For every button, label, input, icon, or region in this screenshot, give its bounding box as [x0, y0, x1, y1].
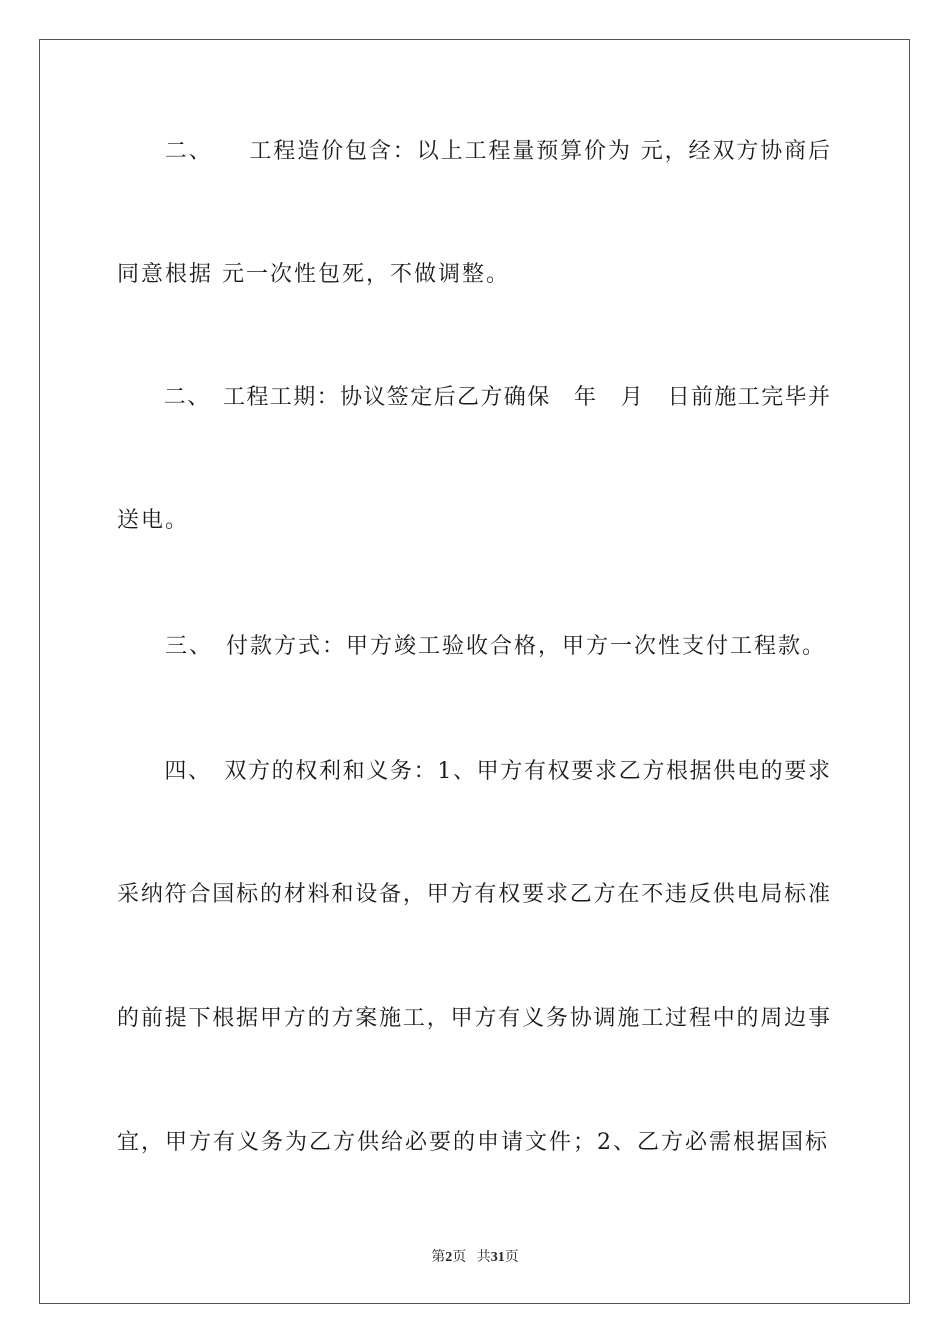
paragraph-4-line-3: 的前提下根据甲方的方案施工，甲方有义务协调施工过程中的周边事 [117, 1006, 832, 1031]
page-footer [0, 1246, 950, 1266]
paragraph-4-line-1: 四、 双方的权利和义务：1、甲方有权要求乙方根据供电的要求 [117, 759, 832, 784]
paragraph-2-line-1: 二、 工程工期：协议签定后乙方确保 年 月 日前施工完毕并 [117, 385, 832, 410]
footer-total-suffix: 页 [504, 1250, 519, 1265]
page-frame [39, 39, 910, 1304]
paragraph-1-line-2: 同意根据 元一次性包死，不做调整。 [117, 262, 510, 287]
paragraph-1-line-1: 二、 工程造价包含：以上工程量预算价为 元，经双方协商后 [117, 139, 832, 164]
paragraph-3-line-1: 三、 付款方式：甲方竣工验收合格，甲方一次性支付工程款。 [117, 634, 827, 659]
footer-total-pages: 31 [490, 1250, 505, 1265]
paragraph-4-line-2: 采纳符合国标的材料和设备，甲方有权要求乙方在不违反供电局标准 [117, 882, 832, 907]
footer-page-suffix: 页 [452, 1250, 467, 1265]
paragraph-2-line-2: 送电。 [117, 508, 190, 533]
paragraph-4-line-4: 宜，甲方有义务为乙方供给必要的申请文件；2、乙方必需根据国标 [117, 1130, 829, 1155]
footer-page-number: 2 [445, 1250, 453, 1265]
footer-page-prefix: 第 [431, 1250, 446, 1265]
footer-total-prefix: 共 [476, 1250, 491, 1265]
